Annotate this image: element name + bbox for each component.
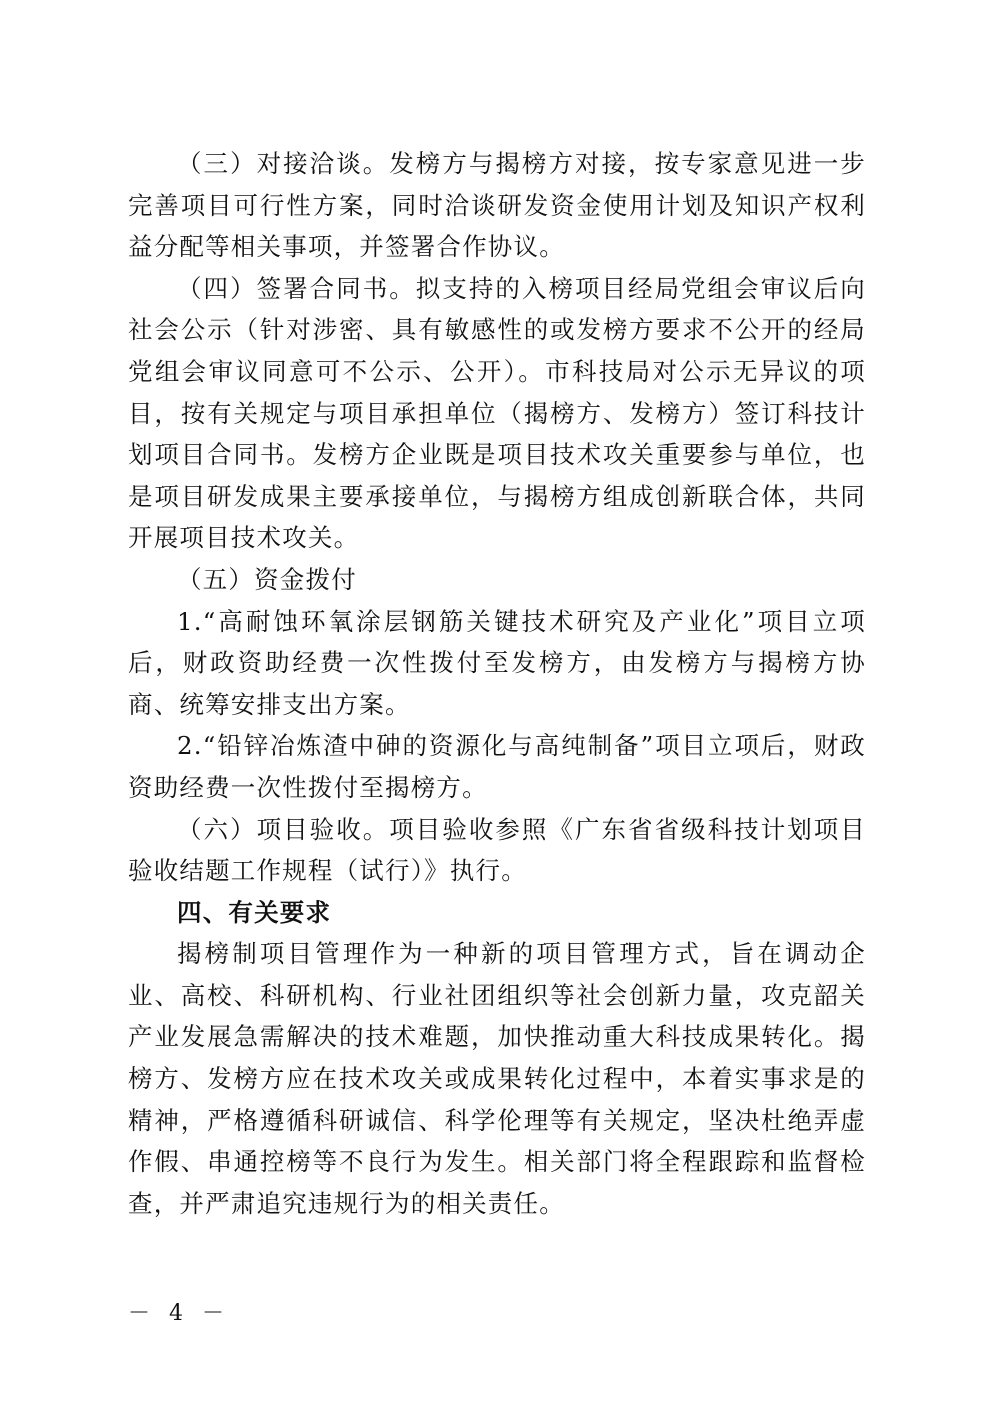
section-heading-requirements: 四、有关要求 <box>177 897 332 927</box>
paragraph-fund-item-1: 1.“高耐蚀环氧涂层钢筋关键技术研究及产业化”项目立项后，财政资助经费一次性拨付至发榜方，由发榜方与揭榜方协商、统筹安排支出方案。 <box>128 606 866 719</box>
paragraph-fund-item-2: 2.“铅锌冶炼渣中砷的资源化与高纯制备”项目立项后，财政资助经费一次性拨付至揭榜方。 <box>128 731 866 802</box>
paragraph-sign-contract: （四）签署合同书。拟支持的入榜项目经局党组会审议后向社会公示（针对涉密、具有敏感性的或发榜方要求不公开的经局党组会审议同意可不公示、公开）。市科技局对公示无异议的项目，按有关规定与项目承担单位（揭榜方、发榜方）签订科技计划项目合同书。发榜方企业既是项目技术攻关重要参与单位，也是项目研发成果主要承接单位，与揭榜方组成创新联合体，共同开展项目技术攻关。 <box>128 273 866 553</box>
paragraph-requirements-body: 揭榜制项目管理作为一种新的项目管理方式，旨在调动企业、高校、科研机构、行业社团组织等社会创新力量，攻克韶关产业发展急需解决的技术难题，加快推动重大科技成果转化。揭榜方、发榜方应在技术攻关或成果转化过程中，本着实事求是的精神，严格遵循科研诚信、科学伦理等有关规定，坚决杜绝弄虚作假、串通控榜等不良行为发生。相关部门将全程跟踪和监督检查，并严肃追究违规行为的相关责任。 <box>128 939 866 1218</box>
page-number: － 4 － <box>128 1301 230 1326</box>
document-body <box>128 143 866 1224</box>
paragraph-docking-negotiation: （三）对接洽谈。发榜方与揭榜方对接，按专家意见进一步完善项目可行性方案，同时洽谈研发资金使用计划及知识产权利益分配等相关事项，并签署合作协议。 <box>128 149 866 262</box>
paragraph-project-acceptance: （六）项目验收。项目验收参照《广东省省级科技计划项目验收结题工作规程（试行）》执行。 <box>128 814 866 886</box>
paragraph-fund-allocation-title: （五）资金拨付 <box>177 564 357 594</box>
